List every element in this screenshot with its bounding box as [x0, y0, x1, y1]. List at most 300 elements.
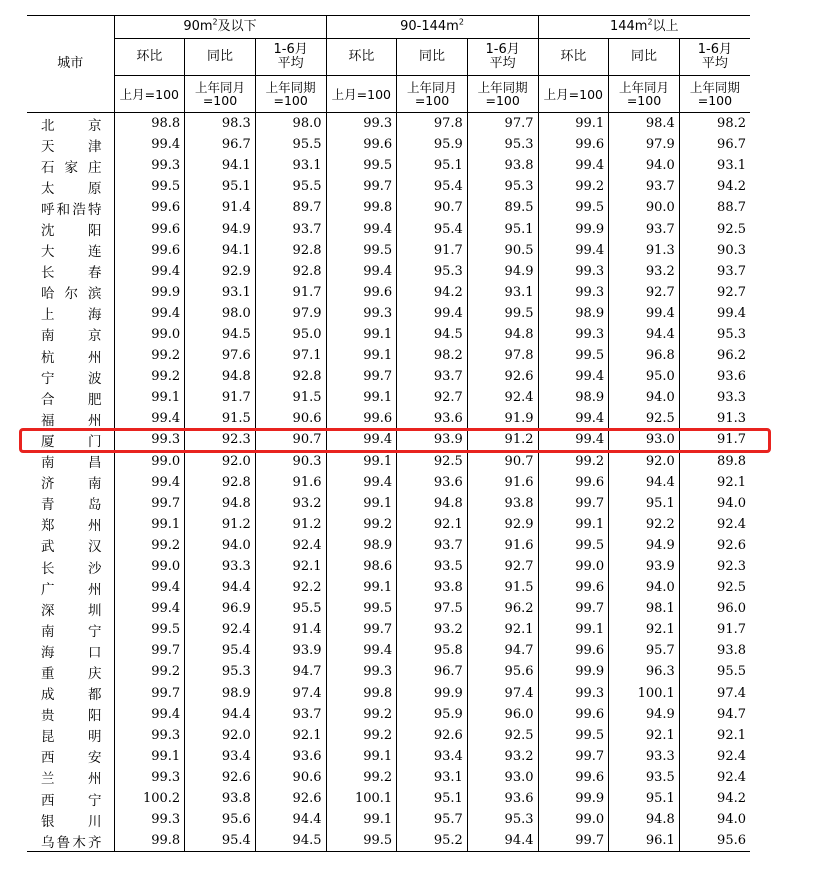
- value-cell: 93.6: [397, 408, 468, 429]
- value-cell: 99.7: [114, 493, 185, 514]
- sub-header-avg-line1: 1-6月: [485, 42, 520, 57]
- value-cell: 95.5: [255, 598, 326, 619]
- city-name: 天津: [27, 134, 114, 155]
- value-cell: 93.2: [397, 619, 468, 640]
- value-cell: 95.4: [185, 640, 256, 661]
- value-cell: 93.2: [609, 261, 680, 282]
- value-cell: 94.1: [185, 155, 256, 176]
- base-header-yoy-line1: 上年同月: [618, 80, 669, 95]
- value-cell: 93.1: [255, 155, 326, 176]
- value-cell: 99.2: [114, 661, 185, 682]
- value-cell: 91.4: [255, 619, 326, 640]
- value-cell: 92.1: [397, 514, 468, 535]
- base-header-avg-line2: =100: [273, 93, 308, 108]
- value-cell: 91.2: [255, 514, 326, 535]
- value-cell: 92.3: [717, 559, 746, 575]
- city-name: 太原: [27, 176, 114, 197]
- value-cell: 92.8: [255, 261, 326, 282]
- value-cell: 93.9: [397, 429, 468, 450]
- value-cell: 94.8: [185, 366, 256, 387]
- value-cell: 93.9: [609, 556, 680, 577]
- value-cell: 97.9: [255, 303, 326, 324]
- base-header-avg-line1: 上年同期: [265, 80, 316, 95]
- value-cell: 99.4: [717, 305, 746, 321]
- sub-header-avg: [679, 39, 750, 76]
- value-cell: 92.4: [185, 619, 256, 640]
- value-cell: 99.4: [609, 303, 680, 324]
- value-cell: 94.0: [185, 535, 256, 556]
- city-name: 成都: [27, 683, 114, 704]
- value-cell: 99.1: [326, 387, 397, 408]
- value-cell: 91.5: [467, 577, 538, 598]
- value-cell: 99.4: [538, 366, 609, 387]
- value-cell: 96.0: [467, 704, 538, 725]
- value-cell: 92.9: [185, 261, 256, 282]
- value-cell: 99.4: [538, 155, 609, 176]
- value-cell: 99.8: [326, 683, 397, 704]
- sub-header-avg: [255, 39, 326, 76]
- sub-header-avg-line2: 平均: [489, 56, 516, 71]
- value-cell: 99.3: [114, 429, 185, 450]
- table-row: [27, 155, 750, 176]
- table-row: [27, 240, 750, 261]
- value-cell: 96.7: [185, 134, 256, 155]
- city-name: 广州: [27, 577, 114, 598]
- value-cell: 92.5: [609, 408, 680, 429]
- value-cell: 94.4: [185, 704, 256, 725]
- value-cell: 99.3: [538, 324, 609, 345]
- value-cell: 99.7: [326, 619, 397, 640]
- value-cell: 99.3: [538, 261, 609, 282]
- city-name: 南宁: [27, 619, 114, 640]
- table-row: [27, 514, 750, 535]
- value-cell: 95.4: [397, 176, 468, 197]
- value-cell: 97.8: [397, 113, 468, 135]
- value-cell: 91.6: [255, 472, 326, 493]
- value-cell: 99.4: [397, 303, 468, 324]
- value-cell: 94.0: [609, 155, 680, 176]
- value-cell: 95.6: [185, 809, 256, 830]
- base-header-yoy-line2: =100: [626, 93, 662, 108]
- value-cell: 88.7: [717, 200, 746, 216]
- value-cell: 99.5: [538, 197, 609, 218]
- value-cell: 99.3: [538, 683, 609, 704]
- value-cell: 89.8: [717, 453, 746, 469]
- value-cell: 92.6: [717, 537, 746, 553]
- value-cell: 97.8: [467, 345, 538, 366]
- value-cell: 95.1: [609, 493, 680, 514]
- table-row: [27, 408, 750, 429]
- value-cell: 97.1: [255, 345, 326, 366]
- value-cell: 93.7: [397, 535, 468, 556]
- value-cell: 93.7: [255, 704, 326, 725]
- value-cell: 93.2: [467, 746, 538, 767]
- value-cell: 99.2: [326, 514, 397, 535]
- value-cell: 99.2: [114, 345, 185, 366]
- value-cell: 99.6: [326, 134, 397, 155]
- value-cell: 99.7: [538, 493, 609, 514]
- base-header-yoy-line1: 上年同月: [406, 80, 457, 95]
- base-header-avg: [679, 76, 750, 113]
- value-cell: 94.0: [717, 495, 746, 511]
- value-cell: 99.1: [326, 345, 397, 366]
- value-cell: 92.5: [397, 451, 468, 472]
- value-cell: 99.4: [114, 598, 185, 619]
- value-cell: 98.3: [185, 113, 256, 135]
- value-cell: 99.5: [114, 176, 185, 197]
- value-cell: 92.7: [717, 284, 746, 300]
- city-name: 呼和浩特: [27, 197, 114, 218]
- table-row: [27, 809, 750, 830]
- table-header: [27, 16, 750, 113]
- value-cell: 92.1: [717, 727, 746, 743]
- sub-header-avg: [467, 39, 538, 76]
- city-name: 长春: [27, 261, 114, 282]
- value-cell: 99.4: [538, 429, 609, 450]
- value-cell: 99.7: [326, 366, 397, 387]
- value-cell: 91.4: [185, 197, 256, 218]
- value-cell: 93.1: [185, 282, 256, 303]
- value-cell: 97.9: [609, 134, 680, 155]
- value-cell: 97.4: [255, 683, 326, 704]
- sub-header-yoy: 同比: [397, 39, 468, 76]
- value-cell: 95.3: [467, 809, 538, 830]
- value-cell: 93.8: [467, 493, 538, 514]
- value-cell: 99.1: [114, 746, 185, 767]
- value-cell: 93.1: [397, 767, 468, 788]
- value-cell: 99.2: [114, 535, 185, 556]
- value-cell: 99.3: [114, 809, 185, 830]
- city-name: 银川: [27, 809, 114, 830]
- value-cell: 99.5: [326, 598, 397, 619]
- city-name: 重庆: [27, 661, 114, 682]
- value-cell: 96.7: [397, 661, 468, 682]
- value-cell: 99.3: [326, 113, 397, 135]
- value-cell: 99.6: [326, 408, 397, 429]
- value-cell: 99.3: [114, 725, 185, 746]
- value-cell: 95.1: [397, 155, 468, 176]
- table-row: [27, 303, 750, 324]
- city-name: 石家庄: [27, 155, 114, 176]
- value-cell: 92.1: [717, 474, 746, 490]
- value-cell: 93.3: [185, 556, 256, 577]
- value-cell: 99.3: [326, 303, 397, 324]
- value-cell: 93.8: [185, 788, 256, 809]
- value-cell: 95.3: [467, 176, 538, 197]
- table-row: [27, 472, 750, 493]
- value-cell: 92.6: [467, 366, 538, 387]
- value-cell: 94.7: [255, 661, 326, 682]
- value-cell: 99.5: [538, 535, 609, 556]
- value-cell: 92.1: [609, 725, 680, 746]
- value-cell: 99.0: [538, 809, 609, 830]
- value-cell: 95.9: [397, 704, 468, 725]
- value-cell: 94.5: [397, 324, 468, 345]
- value-cell: 99.6: [538, 767, 609, 788]
- city-name: 深圳: [27, 598, 114, 619]
- value-cell: 94.5: [255, 830, 326, 852]
- value-cell: 93.2: [255, 493, 326, 514]
- table-row: [27, 176, 750, 197]
- value-cell: 94.0: [717, 812, 746, 828]
- value-cell: 99.4: [538, 408, 609, 429]
- value-cell: 90.6: [255, 408, 326, 429]
- value-cell: 99.6: [114, 218, 185, 239]
- value-cell: 99.6: [326, 282, 397, 303]
- value-cell: 90.7: [467, 451, 538, 472]
- city-name: 大连: [27, 240, 114, 261]
- value-cell: 90.3: [255, 451, 326, 472]
- value-cell: 99.7: [538, 746, 609, 767]
- value-cell: 94.4: [609, 472, 680, 493]
- value-cell: 90.7: [255, 429, 326, 450]
- value-cell: 94.4: [255, 809, 326, 830]
- sub-header-avg-line1: 1-6月: [697, 42, 733, 57]
- sub-header-mom: 环比: [114, 39, 185, 76]
- table-row: [27, 366, 750, 387]
- value-cell: 94.7: [717, 706, 746, 722]
- base-header-yoy-line2: =100: [202, 93, 238, 108]
- value-cell: 93.0: [609, 429, 680, 450]
- value-cell: 91.3: [717, 411, 746, 427]
- value-cell: 99.6: [538, 134, 609, 155]
- city-name: 郑州: [27, 514, 114, 535]
- base-header-mom: 上月=100: [114, 76, 185, 113]
- value-cell: 99.4: [326, 429, 397, 450]
- value-cell: 99.0: [114, 324, 185, 345]
- city-name: 宁波: [27, 366, 114, 387]
- sub-header-mom: 环比: [538, 39, 609, 76]
- value-cell: 92.5: [717, 221, 746, 237]
- table-row: [27, 197, 750, 218]
- base-header-avg-line1: 上年同期: [689, 80, 740, 95]
- value-cell: 99.4: [538, 240, 609, 261]
- value-cell: 99.5: [326, 155, 397, 176]
- price-index-table: [27, 15, 750, 852]
- table-row: [27, 324, 750, 345]
- value-cell: 94.4: [609, 324, 680, 345]
- value-cell: 99.1: [326, 324, 397, 345]
- value-cell: 90.3: [717, 242, 746, 258]
- value-cell: 95.1: [609, 788, 680, 809]
- table-row: [27, 282, 750, 303]
- value-cell: 99.2: [114, 366, 185, 387]
- value-cell: 93.8: [717, 643, 746, 659]
- value-cell: 93.7: [717, 263, 746, 279]
- value-cell: 92.0: [185, 451, 256, 472]
- sub-header-mom: 环比: [326, 39, 397, 76]
- value-cell: 92.7: [609, 282, 680, 303]
- value-cell: 92.7: [397, 387, 468, 408]
- value-cell: 91.6: [467, 472, 538, 493]
- value-cell: 99.4: [326, 472, 397, 493]
- value-cell: 95.0: [609, 366, 680, 387]
- table-row: [27, 218, 750, 239]
- value-cell: 93.3: [609, 746, 680, 767]
- value-cell: 99.1: [326, 577, 397, 598]
- value-cell: 99.7: [114, 640, 185, 661]
- value-cell: 93.7: [609, 218, 680, 239]
- value-cell: 92.2: [255, 577, 326, 598]
- value-cell: 99.0: [114, 451, 185, 472]
- value-cell: 92.6: [185, 767, 256, 788]
- city-name: 济南: [27, 472, 114, 493]
- value-cell: 94.5: [185, 324, 256, 345]
- value-cell: 94.8: [397, 493, 468, 514]
- value-cell: 90.7: [397, 197, 468, 218]
- value-cell: 98.9: [538, 303, 609, 324]
- value-cell: 95.7: [397, 809, 468, 830]
- value-cell: 92.6: [255, 788, 326, 809]
- value-cell: 97.5: [397, 598, 468, 619]
- value-cell: 93.6: [397, 472, 468, 493]
- value-cell: 92.4: [467, 387, 538, 408]
- value-cell: 93.7: [609, 176, 680, 197]
- value-cell: 95.6: [467, 661, 538, 682]
- value-cell: 98.0: [255, 113, 326, 135]
- value-cell: 98.0: [185, 303, 256, 324]
- value-cell: 94.9: [609, 535, 680, 556]
- value-cell: 95.1: [185, 176, 256, 197]
- value-cell: 93.5: [397, 556, 468, 577]
- city-name: 西安: [27, 746, 114, 767]
- value-cell: 92.4: [717, 769, 746, 785]
- value-cell: 99.5: [326, 240, 397, 261]
- value-cell: 93.7: [255, 218, 326, 239]
- value-cell: 99.5: [326, 830, 397, 852]
- value-cell: 99.4: [326, 261, 397, 282]
- value-cell: 99.4: [326, 218, 397, 239]
- value-cell: 95.7: [609, 640, 680, 661]
- value-cell: 92.4: [255, 535, 326, 556]
- value-cell: 95.4: [185, 830, 256, 852]
- value-cell: 95.5: [717, 664, 746, 680]
- value-cell: 96.7: [717, 137, 746, 153]
- city-name: 西宁: [27, 788, 114, 809]
- table-row: [27, 598, 750, 619]
- value-cell: 96.8: [609, 345, 680, 366]
- value-cell: 99.1: [114, 387, 185, 408]
- city-column-header: 城市: [27, 16, 114, 113]
- value-cell: 99.6: [114, 240, 185, 261]
- value-cell: 96.3: [609, 661, 680, 682]
- value-cell: 99.1: [538, 113, 609, 135]
- city-name: 厦门: [27, 429, 114, 450]
- value-cell: 91.5: [255, 387, 326, 408]
- value-cell: 94.4: [185, 577, 256, 598]
- city-name: 南京: [27, 324, 114, 345]
- sub-header-yoy: 同比: [609, 39, 680, 76]
- value-cell: 93.4: [397, 746, 468, 767]
- table-row: [27, 619, 750, 640]
- value-cell: 92.4: [717, 516, 746, 532]
- value-cell: 92.1: [609, 619, 680, 640]
- value-cell: 94.4: [467, 830, 538, 852]
- value-cell: 93.6: [467, 788, 538, 809]
- value-cell: 99.7: [326, 176, 397, 197]
- value-cell: 99.2: [326, 704, 397, 725]
- table-row: [27, 345, 750, 366]
- base-header-mom: 上月=100: [326, 76, 397, 113]
- city-name: 福州: [27, 408, 114, 429]
- value-cell: 98.6: [326, 556, 397, 577]
- value-cell: 99.3: [538, 282, 609, 303]
- value-cell: 94.9: [185, 218, 256, 239]
- value-cell: 99.8: [326, 197, 397, 218]
- value-cell: 95.5: [255, 134, 326, 155]
- table-row: [27, 683, 750, 704]
- city-name: 哈尔滨: [27, 282, 114, 303]
- value-cell: 99.9: [538, 788, 609, 809]
- value-cell: 95.3: [185, 661, 256, 682]
- base-header-yoy-line2: =100: [414, 93, 450, 108]
- table-row: [27, 451, 750, 472]
- city-name: 贵阳: [27, 704, 114, 725]
- value-cell: 99.0: [114, 556, 185, 577]
- value-cell: 95.3: [397, 261, 468, 282]
- value-cell: 89.5: [467, 197, 538, 218]
- value-cell: 95.9: [397, 134, 468, 155]
- value-cell: 98.8: [114, 113, 185, 135]
- value-cell: 92.6: [397, 725, 468, 746]
- city-name: 上海: [27, 303, 114, 324]
- value-cell: 99.1: [114, 514, 185, 535]
- value-cell: 91.7: [397, 240, 468, 261]
- value-cell: 93.0: [467, 767, 538, 788]
- value-cell: 90.6: [255, 767, 326, 788]
- value-cell: 99.4: [114, 408, 185, 429]
- value-cell: 99.1: [538, 619, 609, 640]
- value-cell: 99.1: [326, 451, 397, 472]
- value-cell: 92.9: [467, 514, 538, 535]
- price-index-table-container: [27, 15, 750, 852]
- value-cell: 93.4: [185, 746, 256, 767]
- value-cell: 95.6: [679, 830, 750, 852]
- value-cell: 94.0: [609, 577, 680, 598]
- value-cell: 99.9: [538, 661, 609, 682]
- value-cell: 94.9: [467, 261, 538, 282]
- value-cell: 99.6: [538, 472, 609, 493]
- table-row: [27, 661, 750, 682]
- value-cell: 94.0: [609, 387, 680, 408]
- base-header-avg-line2: =100: [697, 93, 733, 108]
- value-cell: 94.9: [609, 704, 680, 725]
- value-cell: 93.3: [717, 390, 746, 406]
- value-cell: 94.8: [467, 324, 538, 345]
- city-name: 兰州: [27, 767, 114, 788]
- table-row: [27, 535, 750, 556]
- table-row: [27, 387, 750, 408]
- value-cell: 91.7: [717, 432, 746, 448]
- value-cell: 98.9: [538, 387, 609, 408]
- value-cell: 100.1: [609, 683, 680, 704]
- city-name: 南昌: [27, 451, 114, 472]
- table-row: [27, 746, 750, 767]
- value-cell: 90.0: [609, 197, 680, 218]
- value-cell: 93.1: [717, 158, 746, 174]
- value-cell: 99.4: [326, 640, 397, 661]
- base-header-avg: [255, 76, 326, 113]
- base-header-avg: [467, 76, 538, 113]
- value-cell: 96.1: [609, 830, 680, 852]
- base-header-yoy: [185, 76, 256, 113]
- value-cell: 99.1: [326, 493, 397, 514]
- value-cell: 95.3: [467, 134, 538, 155]
- city-name: 昆明: [27, 725, 114, 746]
- value-cell: 99.5: [114, 619, 185, 640]
- city-name: 海口: [27, 640, 114, 661]
- value-cell: 99.6: [538, 577, 609, 598]
